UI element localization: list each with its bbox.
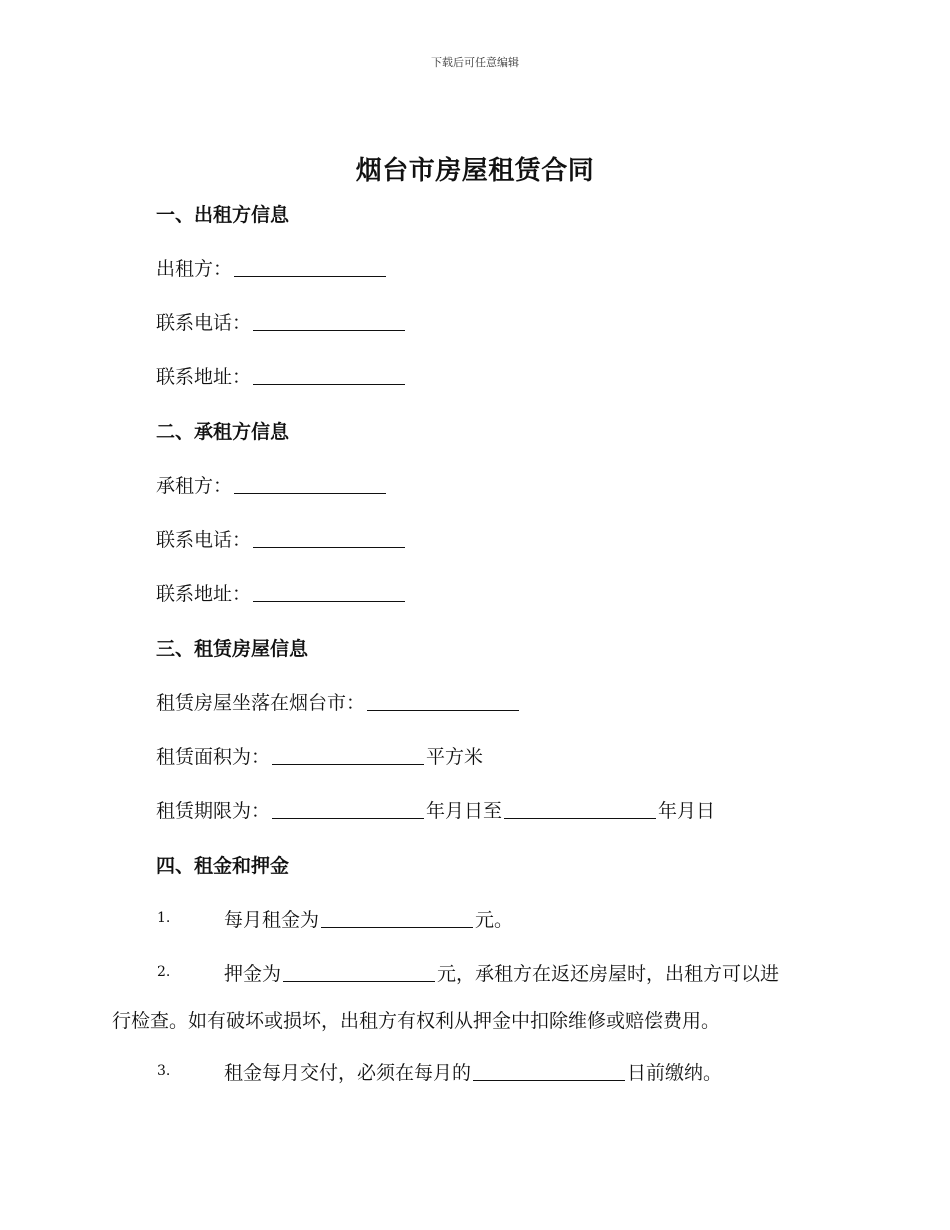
lessee-address-label: 联系地址： — [156, 583, 252, 605]
rent-item-unit: 元。 — [475, 909, 514, 931]
property-location-field — [156, 688, 521, 715]
payment-due-text: 租金每月交付，必须在每月的 — [224, 1062, 472, 1084]
lessor-name-blank[interactable] — [234, 275, 386, 277]
item-number: 1. — [157, 910, 171, 926]
section-heading-lessee: 二、承租方信息 — [156, 421, 290, 443]
item-number: 3. — [157, 1063, 171, 1079]
document-title: 烟台市房屋租赁合同 — [355, 156, 595, 186]
lessee-phone-field — [156, 525, 407, 552]
lease-term-label: 租赁期限为： — [156, 800, 271, 822]
lessor-address-field — [156, 362, 407, 389]
rent-item-text: 每月租金为 — [224, 909, 320, 931]
lessee-name-field — [156, 471, 388, 498]
deposit-item-rest: 元，承租方在返还房屋时，出租方可以进 — [437, 963, 780, 985]
section-heading-property: 三、租赁房屋信息 — [156, 638, 309, 660]
property-location-blank[interactable] — [367, 709, 519, 711]
lessee-address-blank[interactable] — [253, 600, 405, 602]
section-heading-rent-deposit: 四、租金和押金 — [156, 855, 290, 877]
lease-term-end: 年月日 — [658, 800, 716, 822]
section-heading-lessor: 一、出租方信息 — [156, 204, 290, 226]
lessor-phone-label: 联系电话： — [156, 312, 252, 334]
lessee-address-field — [156, 579, 407, 606]
lessee-phone-blank[interactable] — [253, 546, 405, 548]
lease-term-start-blank[interactable] — [272, 817, 424, 819]
property-area-unit: 平方米 — [426, 746, 484, 768]
rent-item — [224, 905, 513, 932]
lessee-phone-label: 联系电话： — [156, 529, 252, 551]
property-area-label: 租赁面积为： — [156, 746, 271, 768]
monthly-rent-blank[interactable] — [321, 926, 473, 928]
deposit-item-continuation: 行检查。如有破坏或损坏，出租方有权利从押金中扣除维修或赔偿费用。 — [112, 1010, 721, 1032]
lessor-phone-field — [156, 308, 407, 335]
deposit-item — [224, 959, 779, 986]
item-number: 2. — [157, 964, 171, 980]
property-location-label: 租赁房屋坐落在烟台市： — [156, 692, 366, 714]
lease-term-field — [156, 796, 715, 823]
lease-term-mid: 年月日至 — [426, 800, 503, 822]
payment-due-day-blank[interactable] — [473, 1079, 625, 1081]
lessor-phone-blank[interactable] — [253, 329, 405, 331]
deposit-item-text: 押金为 — [224, 963, 282, 985]
lessor-address-blank[interactable] — [253, 383, 405, 385]
lease-term-end-blank[interactable] — [504, 817, 656, 819]
deposit-blank[interactable] — [283, 980, 435, 982]
lessee-name-blank[interactable] — [234, 492, 386, 494]
payment-due-item — [224, 1058, 722, 1085]
payment-due-rest: 日前缴纳。 — [627, 1062, 723, 1084]
lessor-name-label: 出租方： — [156, 258, 233, 280]
property-area-field — [156, 742, 483, 769]
page-header-note: 下载后可任意编辑 — [431, 56, 519, 69]
lessor-name-field — [156, 254, 388, 281]
property-area-blank[interactable] — [272, 763, 424, 765]
lessee-name-label: 承租方： — [156, 475, 233, 497]
lessor-address-label: 联系地址： — [156, 366, 252, 388]
